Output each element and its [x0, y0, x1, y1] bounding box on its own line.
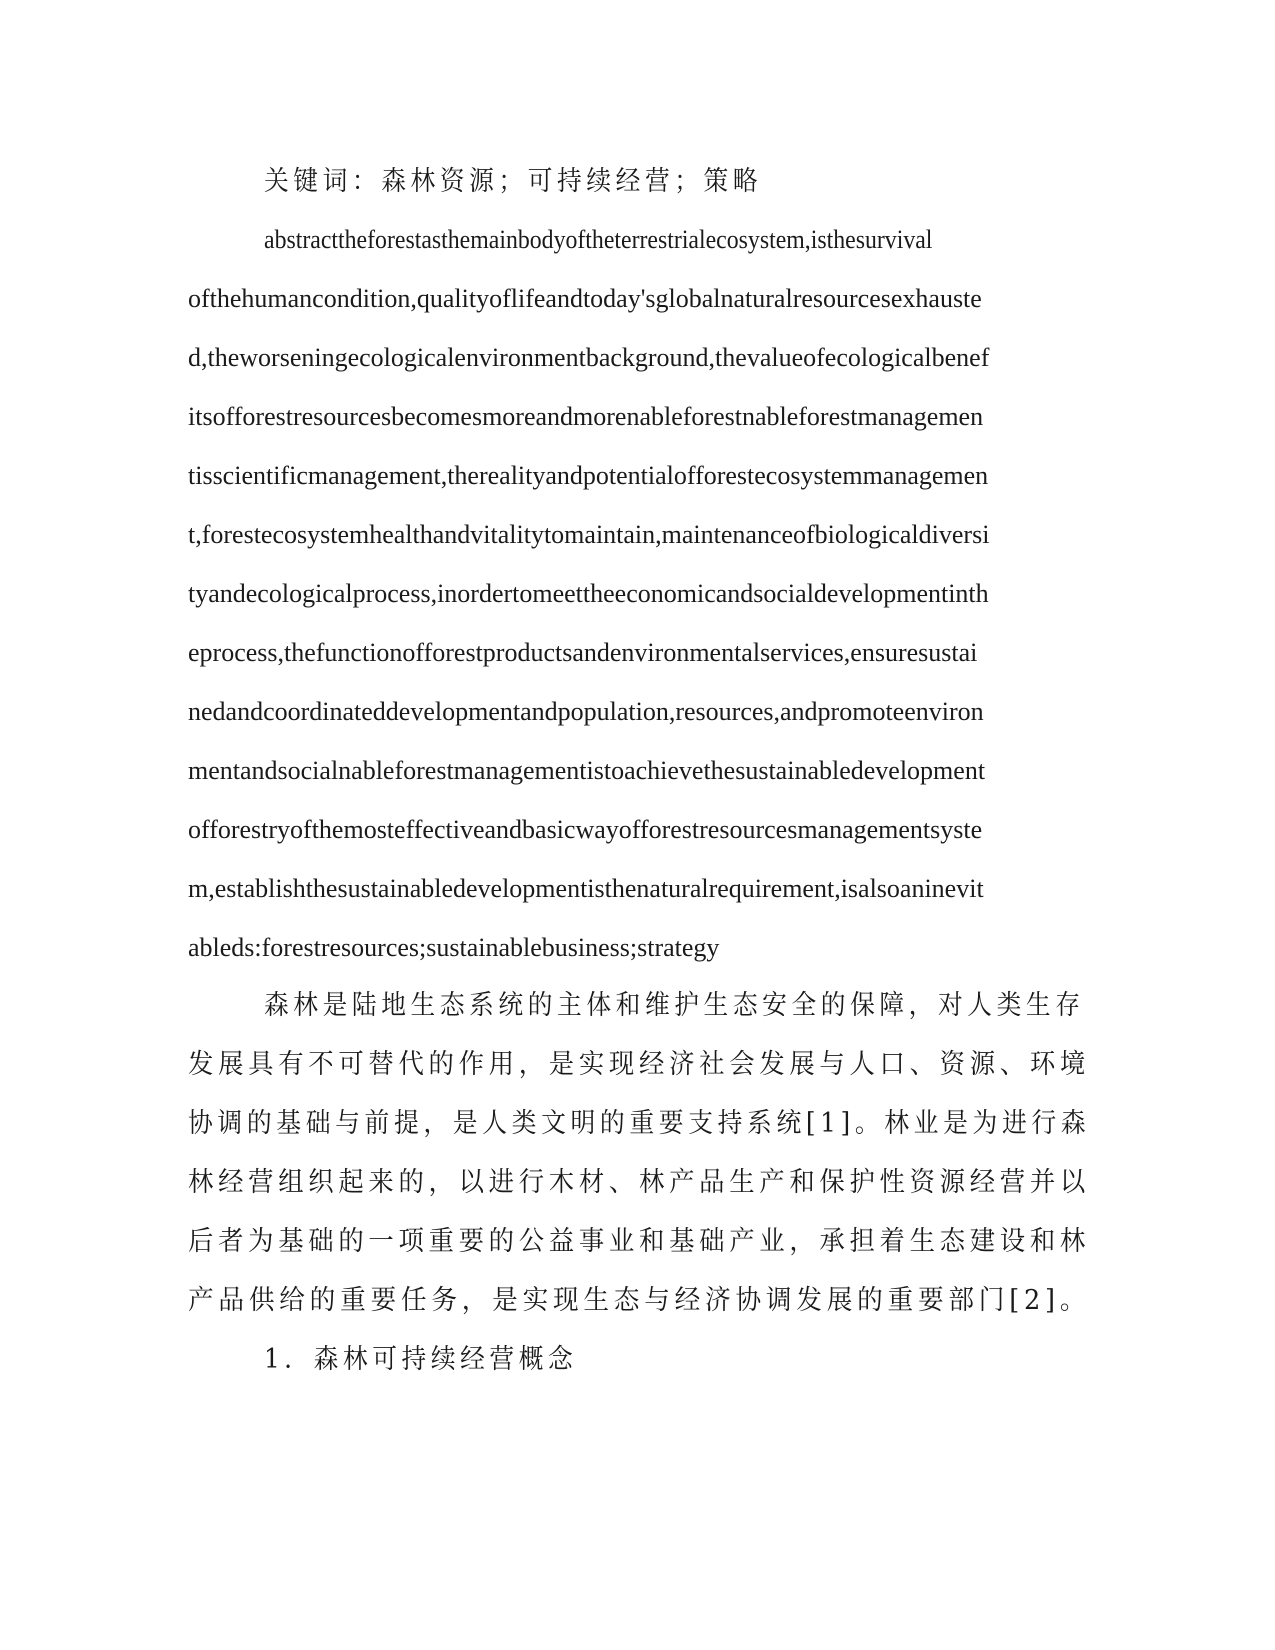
abstract-line: nedandcoordinateddevelopmentandpopulation,resources,andpromoteenviron [188, 697, 984, 726]
abstract-line: itsofforestresourcesbecomesmoreandmorenableforestnableforestmanagemen [188, 402, 984, 431]
body-line: 后者为基础的一项重要的公益事业和基础产业，承担着生态建设和林 [188, 1226, 1090, 1257]
abstract-line: m,establishthesustainabledevelopmentisthenaturalrequirement,isalsoaninevit [188, 874, 984, 903]
abstract-line: tisscientificmanagement,therealityandpotentialofforestecosystemmanagemen [188, 461, 989, 490]
abstract-line: abstracttheforestasthemainbodyoftheterrestrialecosystem,isthesurvival [264, 225, 933, 254]
abstract-line: ableds:forestresources;sustainablebusiness;strategy [188, 933, 720, 962]
section-heading: 1．森林可持续经营概念 [264, 1344, 578, 1375]
abstract-line: d,theworseningecologicalenvironmentbackground,thevalueofecologicalbenef [188, 343, 990, 372]
body-line: 产品供给的重要任务，是实现生态与经济协调发展的重要部门[2]。 [188, 1285, 1091, 1316]
body-line: 森林是陆地生态系统的主体和维护生态安全的保障，对人类生存 [264, 990, 1085, 1021]
abstract-line: tyandecologicalprocess,inordertomeettheeconomicandsocialdevelopmentinth [188, 579, 989, 608]
abstract-line: eprocess,thefunctionofforestproductsandenvironmentalservices,ensuresustai [188, 638, 978, 667]
keywords-line: 关键词：森林资源；可持续经营；策略 [264, 166, 763, 197]
body-line: 发展具有不可替代的作用，是实现经济社会发展与人口、资源、环境 [188, 1049, 1090, 1080]
abstract-line: t,forestecosystemhealthandvitalitytomaintain,maintenanceofbiologicaldiversi [188, 520, 990, 549]
body-line: 林经营组织起来的，以进行木材、林产品生产和保护性资源经营并以 [188, 1167, 1090, 1198]
body-line: 协调的基础与前提，是人类文明的重要支持系统[1]。林业是为进行森 [188, 1108, 1091, 1139]
abstract-line: ofthehumancondition,qualityoflifeandtoday'sglobalnaturalresourcesexhauste [188, 284, 982, 313]
abstract-line: mentandsocialnableforestmanagementistoachievethesustainabledevelopment [188, 756, 986, 785]
abstract-line: offorestryofthemosteffectiveandbasicwayofforestresourcesmanagementsyste [188, 815, 983, 844]
